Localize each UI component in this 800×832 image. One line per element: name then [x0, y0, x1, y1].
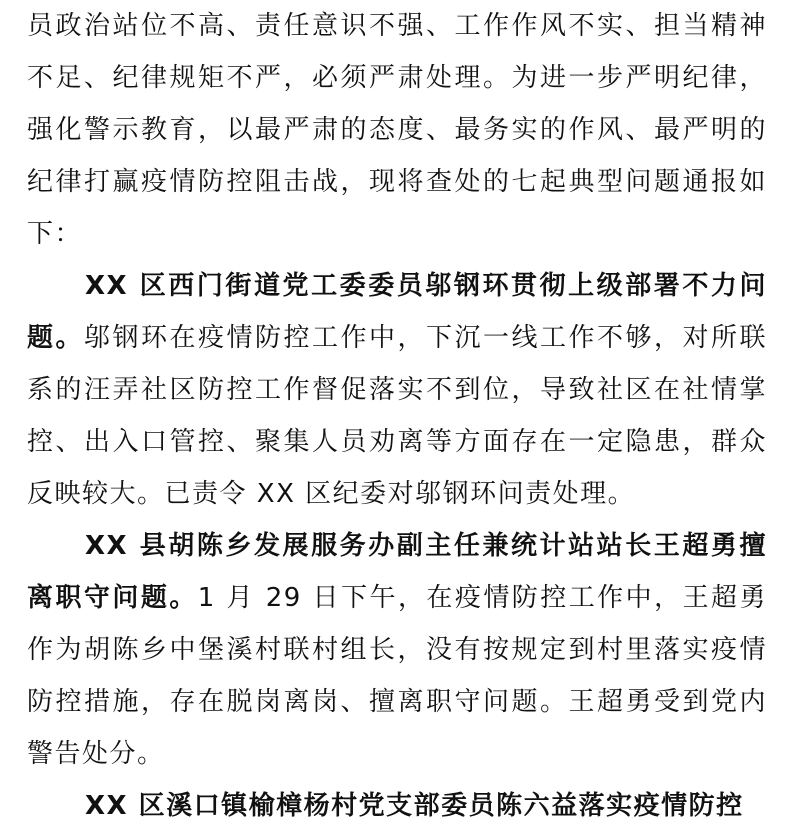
paragraph-text: 员政治站位不高、责任意识不强、工作作风不实、担当精神不足、纪律规矩不严，必须严肃处理。为进一步严明纪律，强化警示教育，以最严肃的态度、最务实的作风、最严明的纪律打赢疫情防控阻击战，现将查处的七起典型问题通报如下： — [27, 11, 767, 249]
paragraph-text: 1 月 29 日下午，在疫情防控工作中，王超勇作为胡陈乡中堡溪村联村组长，没有按规定到村里落实疫情防控措施，存在脱岗离岗、擅离职守问题。王超勇受到党内警告处分。 — [27, 583, 767, 769]
case-heading: XX 区溪口镇榆樟杨村党支部委员陈六益落实疫情防控 — [85, 791, 744, 821]
document-body — [27, 0, 767, 832]
paragraph-text: 邬钢环在疫情防控工作中，下沉一线工作不够，对所联系的汪弄社区防控工作督促落实不到位，导致社区在社情掌控、出入口管控、聚集人员劝离等方面存在一定隐患，群众反映较大。已责令 XX 区纪委对邬钢环问责处理。 — [27, 323, 767, 509]
case-heading: XX 县胡陈乡发展服务办副主任兼统计站站长王超勇擅离职守问题。 — [27, 531, 767, 613]
case-heading: XX 区西门街道党工委委员邬钢环贯彻上级部署不力问题。 — [27, 271, 767, 353]
paragraph-case-1 — [27, 260, 767, 520]
paragraph-case-2 — [27, 520, 767, 780]
paragraph-intro-continuation — [27, 0, 767, 260]
paragraph-case-3 — [27, 780, 767, 832]
